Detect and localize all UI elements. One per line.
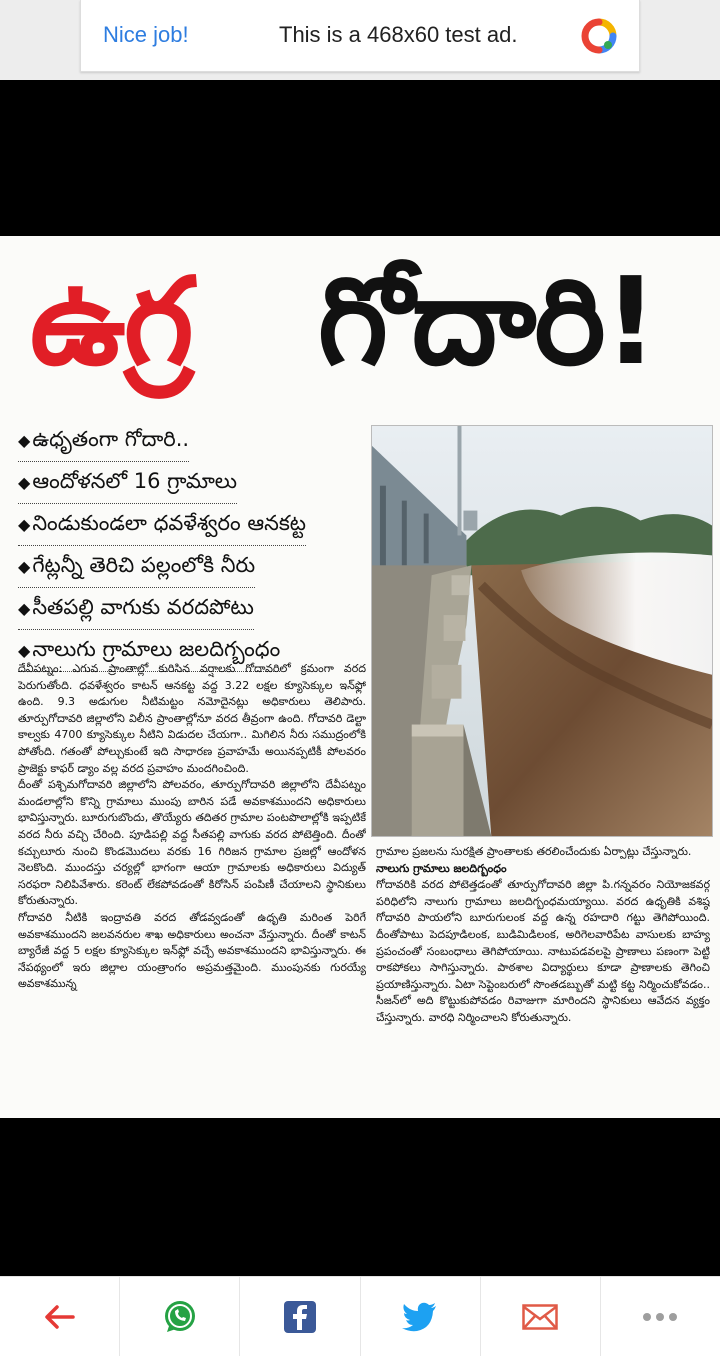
- bullet-item: ◆నిండుకుండలా ధవళేశ్వరం ఆనకట్ట: [18, 506, 306, 546]
- ad-main-text: This is a 468x60 test ad.: [279, 22, 518, 47]
- letterbox-top: [0, 80, 720, 236]
- newspaper-clipping: [0, 236, 720, 1118]
- letterbox-bottom: [0, 1118, 720, 1276]
- paragraph: దీంతో పశ్చిమగోదావరి జిల్లాలోని పోలవరం, తూర్పుగోదావరి జిల్లాలోని దేవీపట్నం మండలాల్లోని కొన్ని గ్రామాలు ముంపు బారిన పడే అవకాశముందని అధికారులు భావిస్తున్నారు. బూరుగుబొందు, తొయ్యేరు తదితర గ్రామాల పంటపొలాల్లోకి ఇప్పటికే వరద నీరు వచ్చి చేరింది. పూడిపల్లి వద్ద సీతపల్లి వాగుకు వరద పోటెత్తింది. దీంతో కచ్చులూరు నుంచి కొండమొదలు వరకు 16 గిరిజన గ్రామాల ప్రజల్లో ఆందోళన నెలకొంది. ముందస్తు చర్యల్లో భాగంగా ఆయా గ్రామాలకు అధికారులు విద్యుత్ సరఫరా నిలిపివేశారు. కరెంట్ లేకపోవడంతో కిరోసిన్ పంపిణీ చేయాలని స్థానికులు కోరుతున్నారు.: [18, 778, 366, 908]
- facebook-icon: [283, 1300, 317, 1334]
- subheading: నాలుగు గ్రామాలు జలదిగ్బంధం: [376, 861, 507, 875]
- ad-left-text: Nice job!: [103, 22, 189, 47]
- article-right-column: [376, 844, 710, 1114]
- paragraph: దేవీపట్నం: ఎగువ ప్రాంతాల్లో కురిసిన వర్షాలకు గోదావరిలో క్రమంగా వరద పెరుగుతోంది. ధవళేశ్వరం కాటన్ ఆనకట్ట వద్ద 3.22 లక్షల క్యూసెక్కుల ఇన్‌ఫ్లో ఉంది. 9.3 అడుగుల నీటిమట్టం నమోదైనట్లు అధికారులు తెలిపారు. తూర్పుగోదావరి జిల్లాలోని విలీన ప్రాంతాల్లోనూ వరద తీవ్రంగా ఉంది. గోదావరి డెల్టా కాల్వకు 4700 క్యూసెక్కుల నీటిని విడుదల చేయగా.. మిగిలిన నీరు సముద్రంలోకి పోతోంది. గతంతో పోల్చుకుంటే ఇది సాధారణ ప్రవాహమే అయినప్పటికీ పోలవరం ప్రాజెక్టు కాఫర్ డ్యాం వల్ల వరద ప్రవాహం మందగించింది.: [18, 662, 366, 775]
- back-button[interactable]: [0, 1277, 120, 1356]
- bullet-item: ◆ఉధృతంగా గోదారి..: [18, 422, 189, 462]
- paragraph: గోదావరి నీటికి ఇంద్రావతి వరద తోడవ్వడంతో ఉధృతి మరింత పెరిగే అవకాశముందని జలవనరుల శాఖ అధికారులు అంచనా వేస్తున్నారు. దీంతో కాటన్ బ్యారేజీ వద్ద 5 లక్షల క్యూసెక్కుల ఇన్‌ఫ్లో వచ్చే అవకాశముందని భావిస్తున్నారు. ఈ నేపథ్యంలో ఇరు జిల్లాల యంత్రాంగం అప్రమత్తమైంది. ముంపునకు గురయ్యే అవకాశమున్న: [18, 910, 366, 991]
- adchoices-logo-icon[interactable]: [581, 18, 617, 54]
- bullet-item: ◆నాలుగు గ్రామాలు జలదిగ్బంధం: [18, 632, 280, 672]
- email-share-button[interactable]: [481, 1277, 601, 1356]
- flood-dam-photo: [371, 425, 713, 837]
- article-left-column: [18, 661, 366, 1118]
- ad-strip: [0, 0, 720, 80]
- whatsapp-share-button[interactable]: [120, 1277, 240, 1356]
- more-options-icon: [642, 1312, 678, 1322]
- headline: [20, 244, 710, 409]
- bullet-item: ◆సీతపల్లి వాగుకు వరదపోటు: [18, 590, 254, 630]
- more-options-button[interactable]: [601, 1277, 720, 1356]
- email-icon: [522, 1304, 558, 1330]
- bullet-list: [18, 422, 373, 674]
- test-ad-banner[interactable]: [80, 0, 640, 72]
- back-arrow-icon: [43, 1303, 77, 1331]
- whatsapp-icon: [162, 1299, 198, 1335]
- paragraph: గ్రామాల ప్రజలను సురక్షిత ప్రాంతాలకు తరలించేందుకు ఏర్పాట్లు చేస్తున్నారు.: [376, 845, 692, 858]
- headline-part2: గోదారి!: [318, 253, 657, 392]
- twitter-share-button[interactable]: [361, 1277, 481, 1356]
- facebook-share-button[interactable]: [240, 1277, 360, 1356]
- headline-part1: ఉగ్ర: [30, 253, 192, 392]
- bullet-item: ◆ఆందోళనలో 16 గ్రామాలు: [18, 464, 237, 504]
- paragraph: గోదావరికి వరద పోటెత్తడంతో తూర్పుగోదావరి జిల్లా పి.గన్నవరం నియోజకవర్గ పరిధిలోని నాలుగు గ్రామాలు జలదిగ్బంధమయ్యాయి. వరద ఉధృతికి వశిష్ఠ గోదావరి పాయలోని బూరుగులంక వద్ద ఉన్న రహదారి గట్టు తెగిపోయింది. దీంతోపాటు పెదపూడిలంక, బుడిమిడిలంక, అరిగెలవారిపేట వాసులకు బాహ్య ప్రపంచంతో సంబంధాలు తెగిపోయాయి. నాటుపడవలపై ప్రాణాలు పణంగా పెట్టి రాకపోకలు సాగిస్తున్నారు. పాఠశాల విద్యార్థులు కూడా ప్రాణాలకు తెగించి ప్రయాణిస్తున్నారు. ఏటా సెప్టెంబరులో సొంతడబ్బుతో మట్టి కట్ట నిర్మించుకోవడం.. సీజన్‌లో అది కొట్టుకుపోవడం రివాజుగా మారిందని స్థానికులు ఆవేదన వ్యక్తం చేస్తున్నారు. వారధి నిర్మించాలని కోరుతున్నారు.: [376, 878, 710, 1024]
- bullet-item: ◆గేట్లన్నీ తెరిచి పల్లంలోకి నీరు: [18, 548, 255, 588]
- twitter-icon: [402, 1302, 438, 1332]
- share-bar: [0, 1276, 720, 1356]
